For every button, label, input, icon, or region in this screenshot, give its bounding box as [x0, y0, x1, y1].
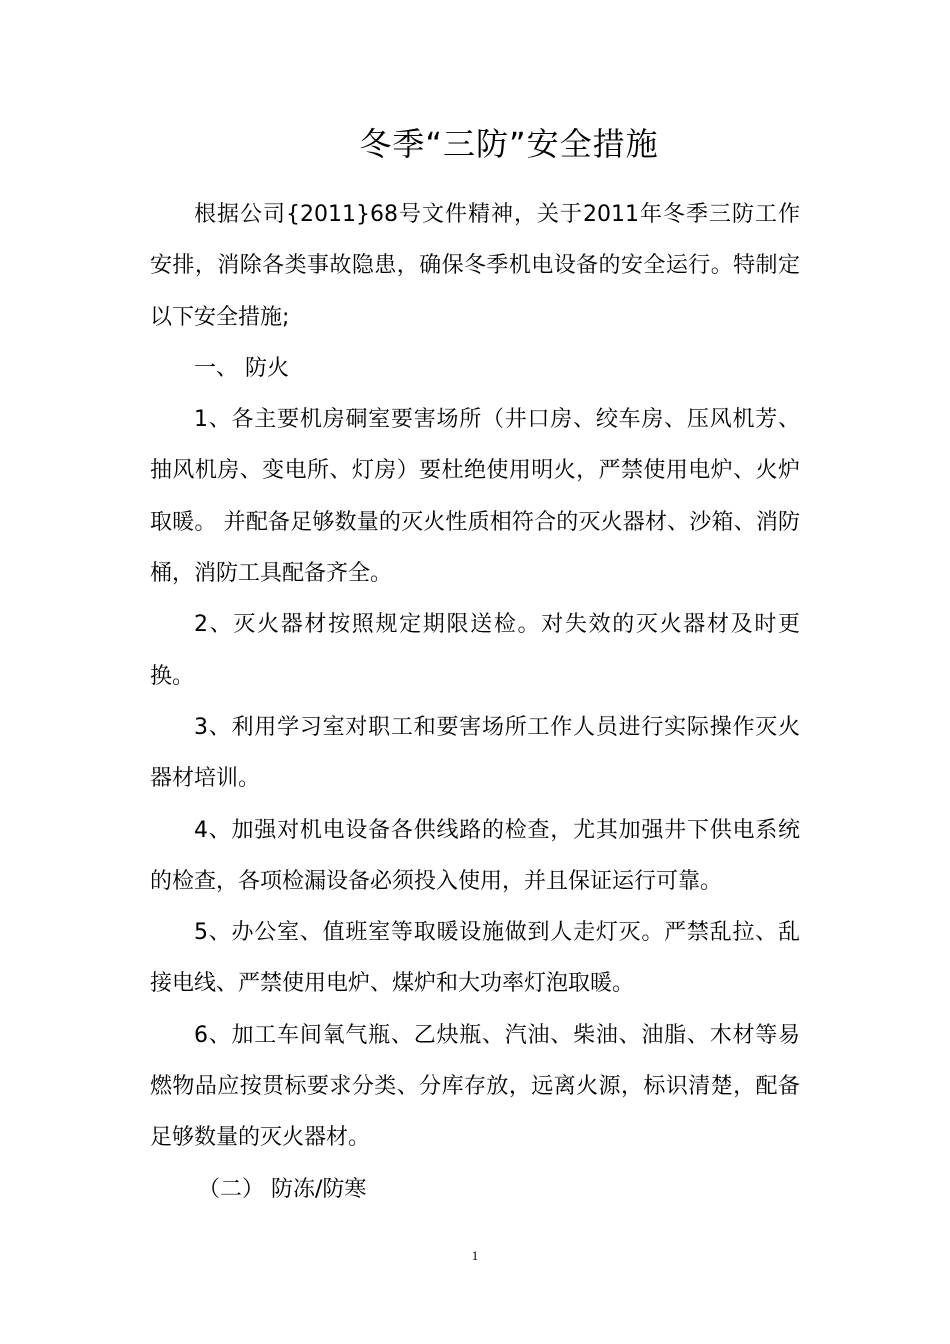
list-item: 4、加强对机电设备各供线路的检查，尤其加强井下供电系统的检查，各项检漏设备必须投入使用，并且保证运行可靠。 [150, 817, 800, 894]
document-title: 冬季“三防”安全措施 [359, 125, 659, 163]
list-item: 6、加工车间氧气瓶、乙炔瓶、汽油、柴油、油脂、木材等易燃物品应按贯标要求分类、分库存放，远离火源，标识清楚，配备足够数量的灭火器材。 [150, 1022, 800, 1151]
document-body [150, 189, 800, 1215]
section-heading-freeze: （二） 防冻/防寒 [198, 1176, 367, 1202]
list-item: 5、办公室、值班室等取暖设施做到人走灯灭。严禁乱拉、乱接电线、严禁使用电炉、煤炉和大功率灯泡取暖。 [150, 920, 800, 997]
list-item: 3、利用学习室对职工和要害场所工作人员进行实际操作灭火器材培训。 [150, 714, 800, 792]
intro-paragraph: 根据公司{2011}68号文件精神，关于2011年冬季三防工作安排，消除各类事故隐患，确保冬季机电设备的安全运行。特制定以下安全措施; [150, 202, 800, 330]
page-number: 1 [471, 1248, 479, 1263]
list-item: 1、各主要机房硐室要害场所（井口房、绞车房、压风机芳、抽风机房、变电所、灯房）要杜绝使用明火，严禁使用电炉、火炉取暖。 并配备足够数量的灭火性质相符合的灭火器材、沙箱、消防桶，消防工具配备齐全。 [150, 407, 800, 587]
list-item: 2、灭火器材按照规定期限送检。对失效的灭火器材及时更换。 [150, 612, 800, 689]
section-heading-fire: 一、 防火 [194, 355, 289, 381]
